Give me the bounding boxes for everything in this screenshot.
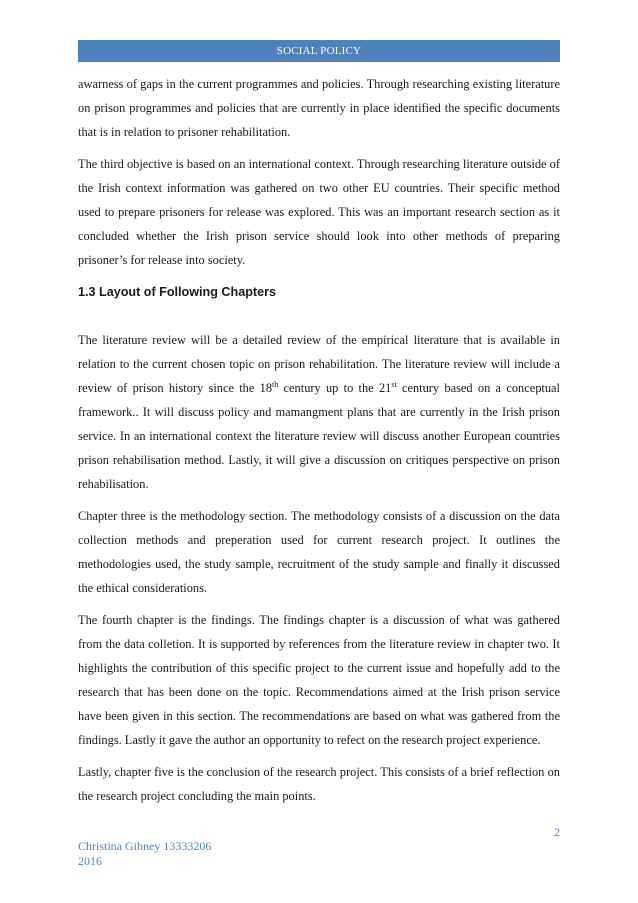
page-number: 2: [554, 825, 560, 839]
paragraph: The fourth chapter is the findings. The findings chapter is a discussion of what was gathered from the data colletion. It is supported by references from the literature review in chapter two. It highlights the contribution of this specific project to the current issue and hopefully add to the research that has been done on the topic. Recommendations aimed at the Irish prison service have been given in this section. The recommendations are based on what was gathered from the findings. Lastly it gave the author an opportunity to refect on the research project experience.: [78, 613, 560, 747]
text-run: century based on a conceptual framework.. It will discuss policy and mamangment plans that are currently in the Irish prison service. In an international context the literature review will discuss another European countries prison rehabilisation method. Lastly, it will give a discussion on critiques perspective on prison rehabilisation.: [78, 381, 560, 491]
superscript: th: [272, 379, 279, 389]
running-header: SOCIAL POLICY: [78, 40, 560, 62]
footer-author: Christina Gibney 13333206: [78, 839, 212, 853]
text-run: The literature review will be a detailed review of the empirical literature that is available in relation to the current chosen topic on prison rehabilitation. The literature review will include a review of prison history since the 18: [78, 333, 560, 395]
footer: [78, 839, 211, 869]
paragraph: [78, 328, 560, 496]
superscript: st: [391, 379, 397, 389]
paragraph: Lastly, chapter five is the conclusion of the research project. This consists of a brief reflection on the research project concluding the main points.: [78, 765, 560, 803]
paragraph: The third objective is based on an international context. Through researching literature outside of the Irish context information was gathered on two other EU countries. Their specific method used to prepare prisoners for release was explored. This was an important research section as it concluded whether the Irish prison service should look into other methods of preparing prisoner’s for release into society.: [78, 157, 560, 267]
paragraph: Chapter three is the methodology section. The methodology consists of a discussion on the data collection methods and preperation used for current research project. It outlines the methodologies used, the study sample, recruitment of the study sample and finally it discussed the ethical considerations.: [78, 509, 560, 595]
section-heading: 1.3 Layout of Following Chapters: [78, 285, 277, 299]
paragraph: awarness of gaps in the current programmes and policies. Through researching existing literature on prison programmes and policies that are currently in place identified the specific documents that is in relation to prisoner rehabilitation.: [78, 77, 560, 139]
footer-year: 2016: [78, 854, 102, 868]
text-run: century up to the 21: [278, 381, 392, 395]
document-body: [78, 72, 560, 816]
